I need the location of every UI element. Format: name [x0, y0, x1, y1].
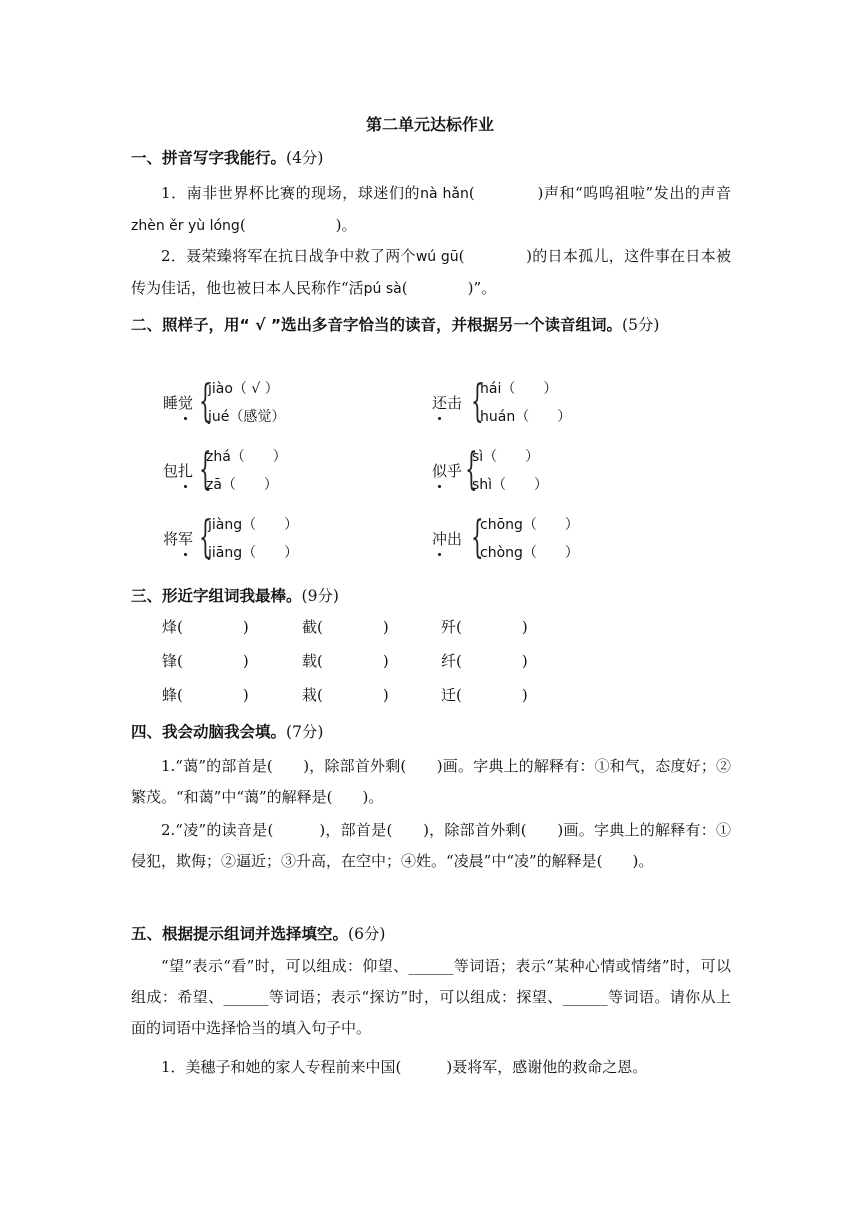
grid-cell[interactable]: 载( ): [302, 652, 389, 670]
polyphone-word: [163, 460, 193, 481]
word-suffix: 乎: [447, 462, 463, 480]
reading-option-1[interactable]: zhá（ ）: [206, 449, 287, 465]
section-3-points: (9分): [301, 587, 339, 605]
page-title: 第二单元达标作业: [365, 115, 494, 134]
word-prefix: 睡: [163, 394, 179, 412]
grid-cell[interactable]: 截( ): [302, 618, 389, 636]
polyphone-word: [432, 392, 462, 413]
brace-icon: {: [199, 444, 212, 495]
grid-cell[interactable]: 烽( ): [162, 618, 249, 636]
section-4-heading-text: 四、我会动脑我会填。: [131, 723, 287, 741]
section-1-heading: [131, 146, 323, 168]
section-2-points: (5分): [622, 316, 660, 334]
brace-icon: {: [199, 376, 212, 427]
dotted-char: 扎: [178, 462, 194, 480]
reading-option-2[interactable]: jiāng（ ）: [208, 545, 299, 561]
q2-pinyin-1: wú gū: [415, 249, 459, 265]
reading-option-2[interactable]: huán（ ）: [480, 409, 572, 425]
q1-text-pre: 1．南非世界杯比赛的现场，球迷们的: [161, 184, 421, 202]
q1-text-mid: 声和“呜呜祖啦”发出的声音: [543, 184, 732, 202]
grid-cell[interactable]: 锋( ): [162, 652, 249, 670]
grid-cell[interactable]: 栽( ): [302, 686, 389, 704]
q1-blank-2[interactable]: ( ): [239, 216, 342, 234]
polyphone-word: [432, 460, 462, 481]
q1-pinyin-1: nà hǎn: [420, 186, 469, 202]
brace-icon: {: [199, 512, 212, 563]
grid-cell[interactable]: 蜂( ): [162, 686, 249, 704]
q1-blank-1[interactable]: ( ): [468, 184, 544, 202]
section-5-heading-text: 五、根据提示组词并选择填空。: [131, 925, 349, 943]
reading-option-2[interactable]: chòng（ ）: [480, 545, 579, 561]
section-4-points: (7分): [286, 723, 324, 741]
polyphone-word: [432, 528, 462, 549]
section-1-heading-text: 一、拼音写字我能行。: [131, 149, 287, 167]
section-5-intro: “望”表示“看”时，可以组成：仰望、______等词语；表示“某种心情或情绪”时，可以组成：希望、______等词语；表示“探访”时，可以组成：探望、______等词语。请你从上面的词语中选择恰当的填入句子中。: [131, 957, 731, 1037]
brace-icon: {: [471, 512, 484, 563]
q2-text-pre: 2．聂荣臻将军在抗日战争中救了两个: [161, 247, 416, 265]
section-4-heading: [131, 720, 323, 742]
section-2-heading: [131, 309, 731, 342]
reading-option-1[interactable]: sì（ ）: [472, 449, 540, 465]
brace-icon: {: [471, 376, 484, 427]
grid-cell[interactable]: 纤( ): [441, 652, 528, 670]
q1-text-end: 。: [341, 216, 357, 234]
q2-pinyin-2: pú sà: [363, 281, 402, 297]
word-suffix: 击: [447, 394, 463, 412]
reading-option-2[interactable]: jué（感觉）: [208, 409, 286, 425]
section-3-heading-text: 三、形近字组词我最棒。: [131, 587, 302, 605]
reading-option-1[interactable]: jiàng（ ）: [208, 517, 299, 533]
word-suffix: 出: [447, 530, 463, 548]
reading-option-1[interactable]: jiào（ √ ）: [208, 381, 279, 397]
q2-text-mid: 的日本孤儿，这件事在日本被传为佳话，他也被日本人民称作“活: [131, 247, 731, 297]
dotted-char: 觉: [178, 394, 194, 412]
section-4-question-1: 1.“蔼”的部首是( )，除部首外剩( )画。字典上的解释有：①和气，态度好；②繁茂。“和蔼”中“蔼”的解释是( )。: [131, 757, 731, 806]
dotted-char: 冲: [432, 530, 448, 548]
reading-option-2[interactable]: shì（ ）: [472, 477, 549, 493]
reading-option-1[interactable]: chōng（ ）: [480, 517, 579, 533]
section-5-heading: [131, 922, 385, 944]
q2-text-end: ”。: [473, 279, 497, 297]
q1-pinyin-2: zhèn ěr yù lóng: [131, 218, 240, 234]
section-1-question-1: [131, 178, 731, 242]
polyphone-word: [163, 528, 193, 549]
dotted-char: 军: [178, 530, 194, 548]
brace-icon: {: [465, 444, 478, 495]
section-1-points: (4分): [286, 149, 324, 167]
dotted-char: 似: [432, 462, 448, 480]
q2-blank-2[interactable]: ( ): [401, 279, 474, 297]
grid-cell[interactable]: 歼( ): [441, 618, 528, 636]
section-4-question-2: 2.“凌”的读音是( )，部首是( )，除部首外剩( )画。字典上的解释有：①侵犯，欺侮；②逼近；③升高，在空中；④姓。“凌晨”中“凌”的解释是( )。: [131, 821, 731, 870]
dotted-char: 还: [432, 394, 448, 412]
q2-blank-1[interactable]: ( ): [458, 247, 532, 265]
reading-option-2[interactable]: zā（ ）: [206, 477, 278, 493]
word-prefix: 将: [163, 530, 179, 548]
reading-option-1[interactable]: hái（ ）: [480, 381, 558, 397]
section-1-question-2: [131, 241, 731, 305]
polyphone-word: [163, 392, 193, 413]
section-5-question-1: 1．美穗子和她的家人专程前来中国( )聂将军，感谢他的救命之恩。: [161, 1058, 648, 1076]
section-5-points: (6分): [348, 925, 386, 943]
word-prefix: 包: [163, 462, 179, 480]
grid-cell[interactable]: 迁( ): [441, 686, 528, 704]
section-2-heading-text: 二、照样子，用“ √ ”选出多音字恰当的读音，并根据另一个读音组词。: [131, 316, 623, 334]
section-3-heading: [131, 584, 339, 606]
